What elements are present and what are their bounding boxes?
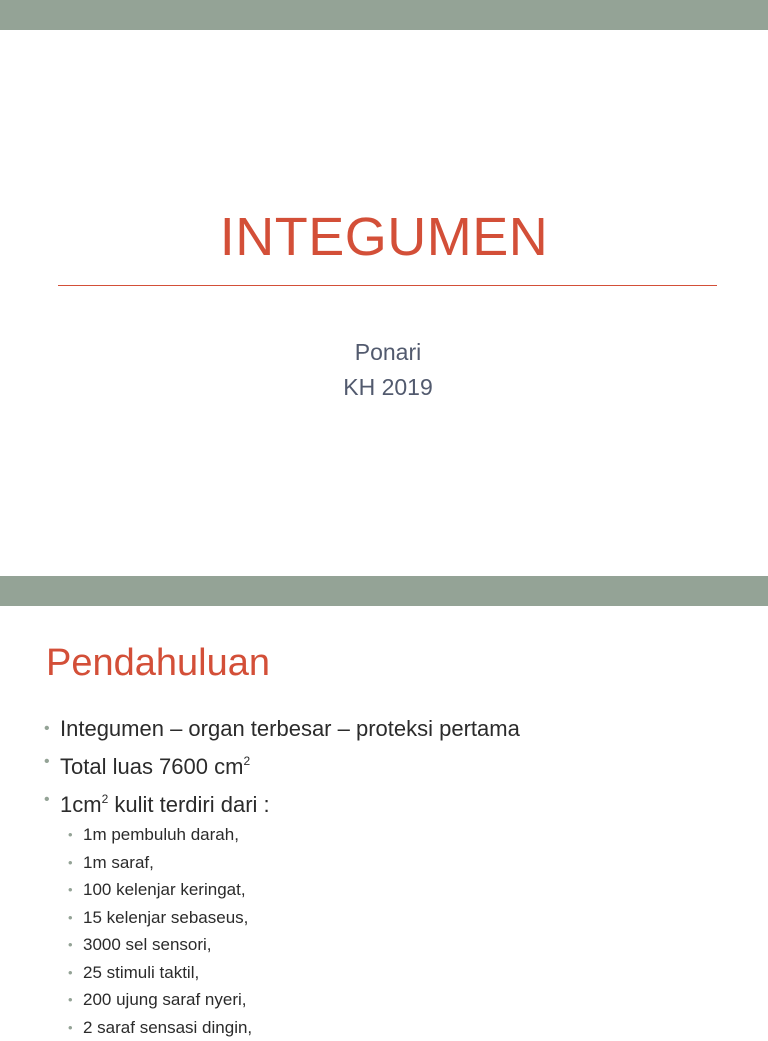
bullet-text: Total luas 7600 cm <box>60 754 243 779</box>
sub-bullet-text: 25 stimuli taktil, <box>83 963 199 982</box>
bullet-text: 1cm <box>60 792 102 817</box>
sub-bullet-item <box>68 931 744 959</box>
bullet-dot-icon: • <box>68 1014 73 1041</box>
content-slide <box>0 576 768 1024</box>
bullet-item <box>44 783 744 821</box>
sub-bullet-text: 200 ujung saraf nyeri, <box>83 990 247 1009</box>
slide-top-bar <box>0 576 768 606</box>
slide-top-bar <box>0 0 768 30</box>
bullet-item <box>44 745 744 783</box>
bullet-dot-icon: • <box>68 904 73 932</box>
bullet-dot-icon: • <box>44 745 50 778</box>
bullet-dot-icon: • <box>68 821 73 849</box>
sub-bullet-text: 2 saraf sensasi dingin, <box>83 1018 252 1037</box>
bullet-dot-icon: • <box>68 849 73 877</box>
superscript: 2 <box>243 754 250 768</box>
title-underline <box>58 285 717 286</box>
sub-bullet-item <box>68 821 744 849</box>
sub-bullet-text: 100 kelenjar keringat, <box>83 880 246 899</box>
sub-bullet-text: 1m saraf, <box>83 853 154 872</box>
sub-bullet-item <box>68 959 744 987</box>
sub-bullet-text: 1m pembuluh darah, <box>83 825 239 844</box>
bullet-dot-icon: • <box>44 712 50 745</box>
sub-bullet-list <box>68 821 744 1041</box>
bullet-list <box>44 712 744 1041</box>
subtitle-author: Ponari <box>8 335 768 370</box>
bullet-item <box>44 712 744 745</box>
sub-bullet-text: 3000 sel sensori, <box>83 935 212 954</box>
bullet-dot-icon: • <box>44 783 50 816</box>
subtitle-class: KH 2019 <box>8 370 768 405</box>
bullet-text: Integumen – organ terbesar – proteksi pertama <box>60 716 520 741</box>
sub-bullet-item <box>68 904 744 932</box>
bullet-dot-icon: • <box>68 876 73 904</box>
bullet-dot-icon: • <box>68 986 73 1014</box>
slide-heading: Pendahuluan <box>46 642 270 685</box>
sub-bullet-item <box>68 849 744 877</box>
superscript: 2 <box>102 792 109 806</box>
sub-bullet-item <box>68 1014 744 1041</box>
sub-bullet-item <box>68 986 744 1014</box>
bullet-dot-icon: • <box>68 959 73 987</box>
sub-bullet-item <box>68 876 744 904</box>
sub-bullet-text: 15 kelenjar sebaseus, <box>83 908 248 927</box>
slide-subtitle <box>0 335 768 405</box>
bullet-text: kulit terdiri dari : <box>108 792 269 817</box>
bullet-dot-icon: • <box>68 931 73 959</box>
slide-title: INTEGUMEN <box>0 206 768 268</box>
